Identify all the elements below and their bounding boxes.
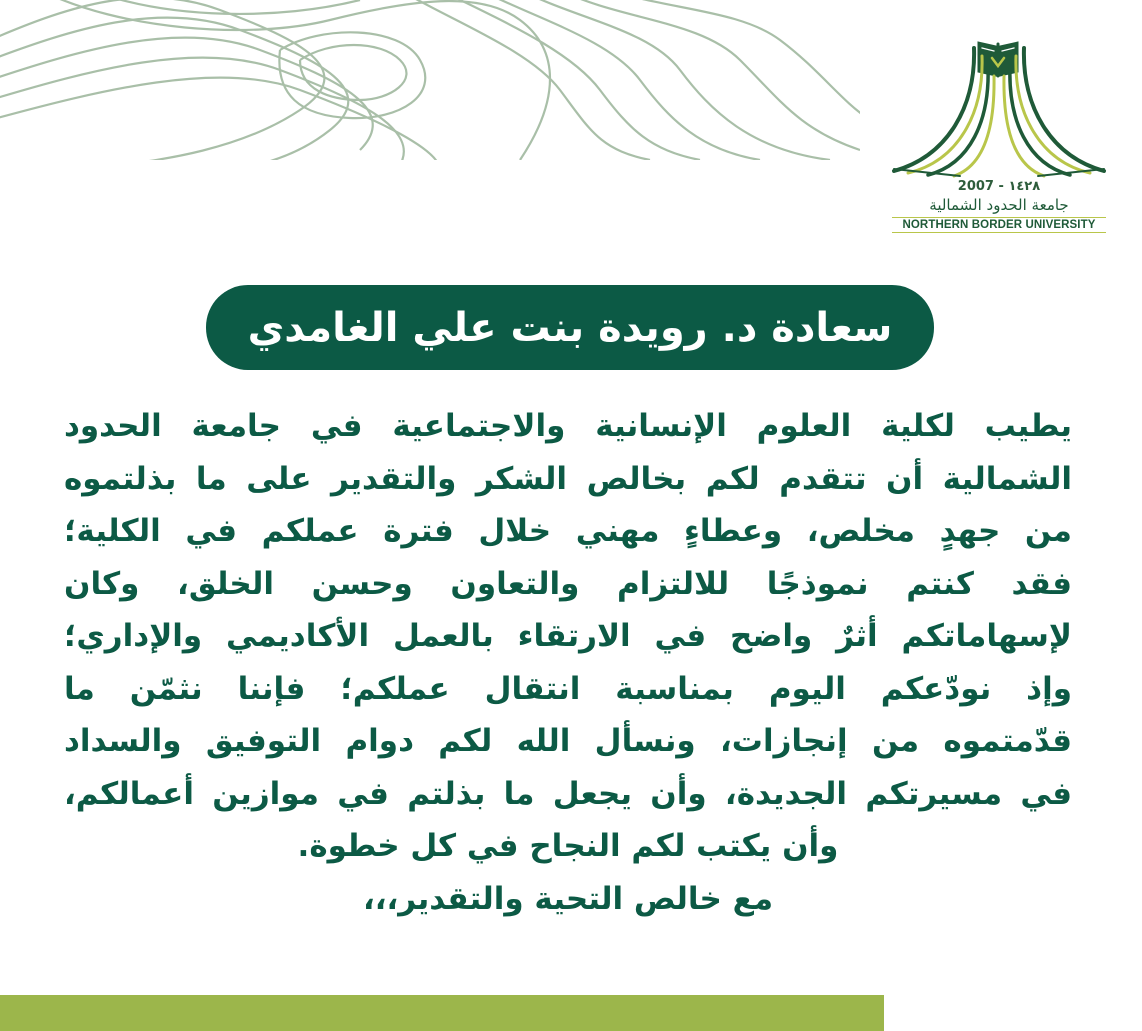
title-banner <box>206 285 934 370</box>
letter-line: وإذ نودّعكم اليوم بمناسبة انتقال عملكم؛ فإننا نثمّن ما <box>64 670 1072 707</box>
letter-closing: مع خالص التحية والتقدير،،، <box>362 880 774 917</box>
topographic-lines-decoration <box>0 0 860 160</box>
logo-name-arabic: جامعة الحدود الشمالية <box>929 196 1069 214</box>
letter-line: قدّمتموه من إنجازات، ونسأل الله لكم دوام التوفيق والسداد <box>64 723 1072 759</box>
letter-line: لإسهاماتكم أثرٌ واضح في الارتقاء بالعمل الأكاديمي والإداري؛ <box>64 618 1072 654</box>
letter-line: الشمالية أن تتقدم لكم بخالص الشكر والتقدير على ما بذلتموه <box>64 460 1072 497</box>
logo-year: 2007 - ١٤٢٨ <box>957 179 1041 194</box>
letter-line: فقد كنتم نموذجًا للالتزام والتعاون وحسن الخلق، وكان <box>64 565 1072 602</box>
footer-accent-bar <box>0 995 884 1031</box>
logo-name-english: NORTHERN BORDER UNIVERSITY <box>892 217 1106 233</box>
letter-line: في مسيرتكم الجديدة، وأن يجعل ما بذلتم في موازين أعمالكم، <box>64 775 1072 812</box>
letter-line: وأن يكتب لكم النجاح في كل خطوة. <box>297 828 839 864</box>
university-logo <box>888 36 1110 242</box>
letter-body <box>64 400 1072 925</box>
letter-line: من جهدٍ مخلص، وعطاءٍ مهني خلال فترة عملكم في الكلية؛ <box>64 513 1072 549</box>
page-title: سعادة د. رويدة بنت علي الغامدي <box>247 304 893 351</box>
book-arch-emblem <box>888 36 1110 181</box>
letter-line: يطيب لكلية العلوم الإنسانية والاجتماعية في جامعة الحدود <box>64 408 1072 444</box>
